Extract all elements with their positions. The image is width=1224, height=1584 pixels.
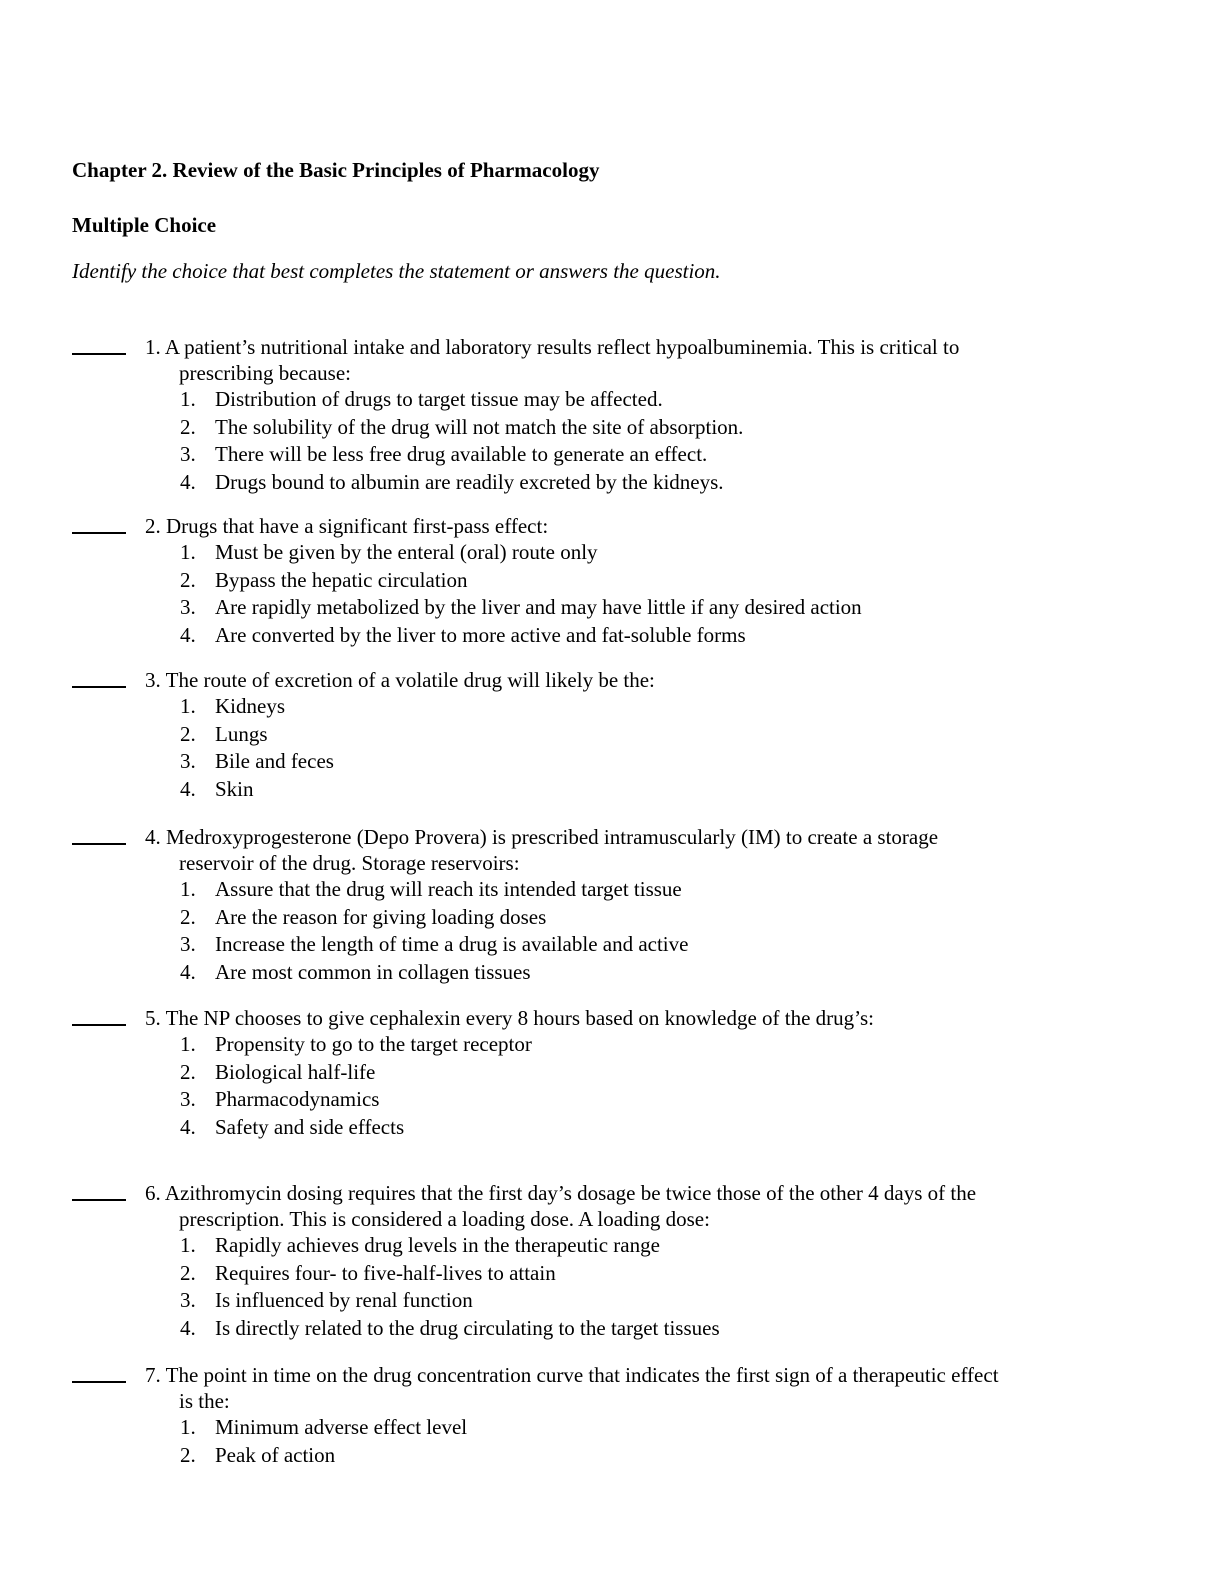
answer-option [180, 904, 1120, 932]
option-number: 2. [180, 721, 196, 746]
answer-options [180, 386, 1120, 496]
option-number: 3. [180, 595, 196, 619]
question-stem [145, 1005, 1125, 1031]
option-text: Biological half-life [215, 1059, 376, 1084]
question-stem-line: 7. The point in time on the drug concentration curve that indicates the first sign of a therapeutic effect [145, 1363, 999, 1387]
answer-option [180, 776, 1120, 804]
option-text: Are most common in collagen tissues [215, 959, 531, 984]
question-stem-line: is the: [179, 1389, 230, 1413]
answer-option [180, 1086, 1120, 1114]
answer-option [180, 594, 1120, 622]
answer-option [180, 876, 1120, 904]
option-number: 2. [180, 904, 196, 929]
answer-option [180, 567, 1120, 595]
option-number: 4. [180, 1114, 196, 1139]
option-text: Pharmacodynamics [215, 1087, 380, 1111]
answer-option [180, 622, 1120, 650]
answer-options [180, 1232, 1120, 1342]
option-text: Lungs [215, 721, 268, 746]
answer-option [180, 539, 1120, 567]
answer-option [180, 748, 1120, 776]
option-number: 4. [180, 959, 196, 984]
question-stem [145, 1180, 1125, 1232]
option-text: Must be given by the enteral (oral) route only [215, 540, 598, 564]
answer-option [180, 1114, 1120, 1142]
answer-option [180, 1442, 1120, 1470]
option-number: 4. [180, 622, 196, 647]
answer-options [180, 1031, 1120, 1141]
option-text: Is influenced by renal function [215, 1288, 473, 1312]
question-stem [145, 667, 1125, 693]
answer-blank[interactable] [72, 843, 126, 845]
option-text: Propensity to go to the target receptor [215, 1032, 532, 1056]
option-number: 1. [180, 694, 196, 718]
option-number: 4. [180, 776, 196, 801]
option-number: 1. [180, 387, 196, 411]
question-stem-line: 4. Medroxyprogesterone (Depo Provera) is prescribed intramuscularly (IM) to create a storage [145, 825, 939, 849]
option-number: 3. [180, 932, 196, 956]
option-number: 3. [180, 442, 196, 466]
option-text: Peak of action [215, 1442, 336, 1467]
question-stem-line: 5. The NP chooses to give cephalexin every 8 hours based on knowledge of the drug’s: [145, 1006, 875, 1030]
question-stem-line: 3. The route of excretion of a volatile drug will likely be the: [145, 668, 655, 692]
answer-blank[interactable] [72, 1024, 126, 1026]
option-text: Are the reason for giving loading doses [215, 904, 547, 929]
option-number: 2. [180, 414, 196, 439]
option-number: 2. [180, 1442, 196, 1467]
answer-blank[interactable] [72, 1199, 126, 1201]
question-stem-line: prescribing because: [179, 361, 352, 385]
option-number: 1. [180, 877, 196, 901]
answer-options [180, 876, 1120, 986]
answer-blank[interactable] [72, 1381, 126, 1383]
answer-blank[interactable] [72, 686, 126, 688]
question-stem [145, 513, 1125, 539]
answer-option [180, 1031, 1120, 1059]
question-stem [145, 1362, 1125, 1414]
option-number: 2. [180, 1260, 196, 1285]
option-text: Are converted by the liver to more active and fat-soluble forms [215, 622, 746, 647]
answer-options [180, 1414, 1120, 1469]
question-stem [145, 334, 1125, 386]
option-number: 3. [180, 1087, 196, 1111]
answer-option [180, 1414, 1120, 1442]
answer-option [180, 441, 1120, 469]
option-text: Assure that the drug will reach its intended target tissue [215, 877, 682, 901]
answer-options [180, 539, 1120, 649]
option-text: Skin [215, 776, 254, 801]
option-text: Are rapidly metabolized by the liver and may have little if any desired action [215, 595, 862, 619]
option-text: Increase the length of time a drug is available and active [215, 932, 689, 956]
question-stem-line: prescription. This is considered a loading dose. A loading dose: [179, 1207, 710, 1231]
question-stem-line: 2. Drugs that have a significant first-pass effect: [145, 514, 549, 538]
answer-option [180, 386, 1120, 414]
option-text: Kidneys [215, 694, 285, 718]
option-text: Requires four- to five-half-lives to attain [215, 1260, 556, 1285]
question-stem-line: reservoir of the drug. Storage reservoirs: [179, 851, 520, 875]
answer-option [180, 693, 1120, 721]
option-text: Drugs bound to albumin are readily excreted by the kidneys. [215, 469, 724, 494]
option-text: Bile and feces [215, 749, 334, 773]
option-text: There will be less free drug available to generate an effect. [215, 442, 708, 466]
answer-options [180, 693, 1120, 803]
answer-blank[interactable] [72, 353, 126, 355]
answer-option [180, 469, 1120, 497]
answer-option [180, 1260, 1120, 1288]
answer-option [180, 1059, 1120, 1087]
answer-option [180, 1315, 1120, 1343]
option-text: Is directly related to the drug circulating to the target tissues [215, 1315, 720, 1340]
option-number: 3. [180, 1288, 196, 1312]
answer-option [180, 959, 1120, 987]
answer-blank[interactable] [72, 532, 126, 534]
question-stem [145, 824, 1125, 876]
section-title: Multiple Choice [72, 213, 217, 237]
answer-option [180, 931, 1120, 959]
option-text: Rapidly achieves drug levels in the therapeutic range [215, 1233, 660, 1257]
option-number: 2. [180, 567, 196, 592]
instructions: Identify the choice that best completes the statement or answers the question. [72, 259, 721, 283]
question-stem-line: 1. A patient’s nutritional intake and laboratory results reflect hypoalbuminemia. This is critical to [145, 335, 960, 359]
option-number: 4. [180, 469, 196, 494]
option-number: 1. [180, 540, 196, 564]
answer-option [180, 721, 1120, 749]
option-number: 2. [180, 1059, 196, 1084]
option-text: Distribution of drugs to target tissue may be affected. [215, 387, 663, 411]
option-number: 4. [180, 1315, 196, 1340]
answer-option [180, 1232, 1120, 1260]
option-text: Safety and side effects [215, 1114, 405, 1139]
option-number: 1. [180, 1415, 196, 1439]
page-title: Chapter 2. Review of the Basic Principles of Pharmacology [72, 158, 600, 182]
option-text: Bypass the hepatic circulation [215, 567, 468, 592]
answer-option [180, 414, 1120, 442]
option-text: Minimum adverse effect level [215, 1415, 468, 1439]
option-number: 3. [180, 749, 196, 773]
option-number: 1. [180, 1233, 196, 1257]
option-text: The solubility of the drug will not match the site of absorption. [215, 414, 744, 439]
option-number: 1. [180, 1032, 196, 1056]
question-stem-line: 6. Azithromycin dosing requires that the first day’s dosage be twice those of the other 4 days of the [145, 1181, 977, 1205]
answer-option [180, 1287, 1120, 1315]
